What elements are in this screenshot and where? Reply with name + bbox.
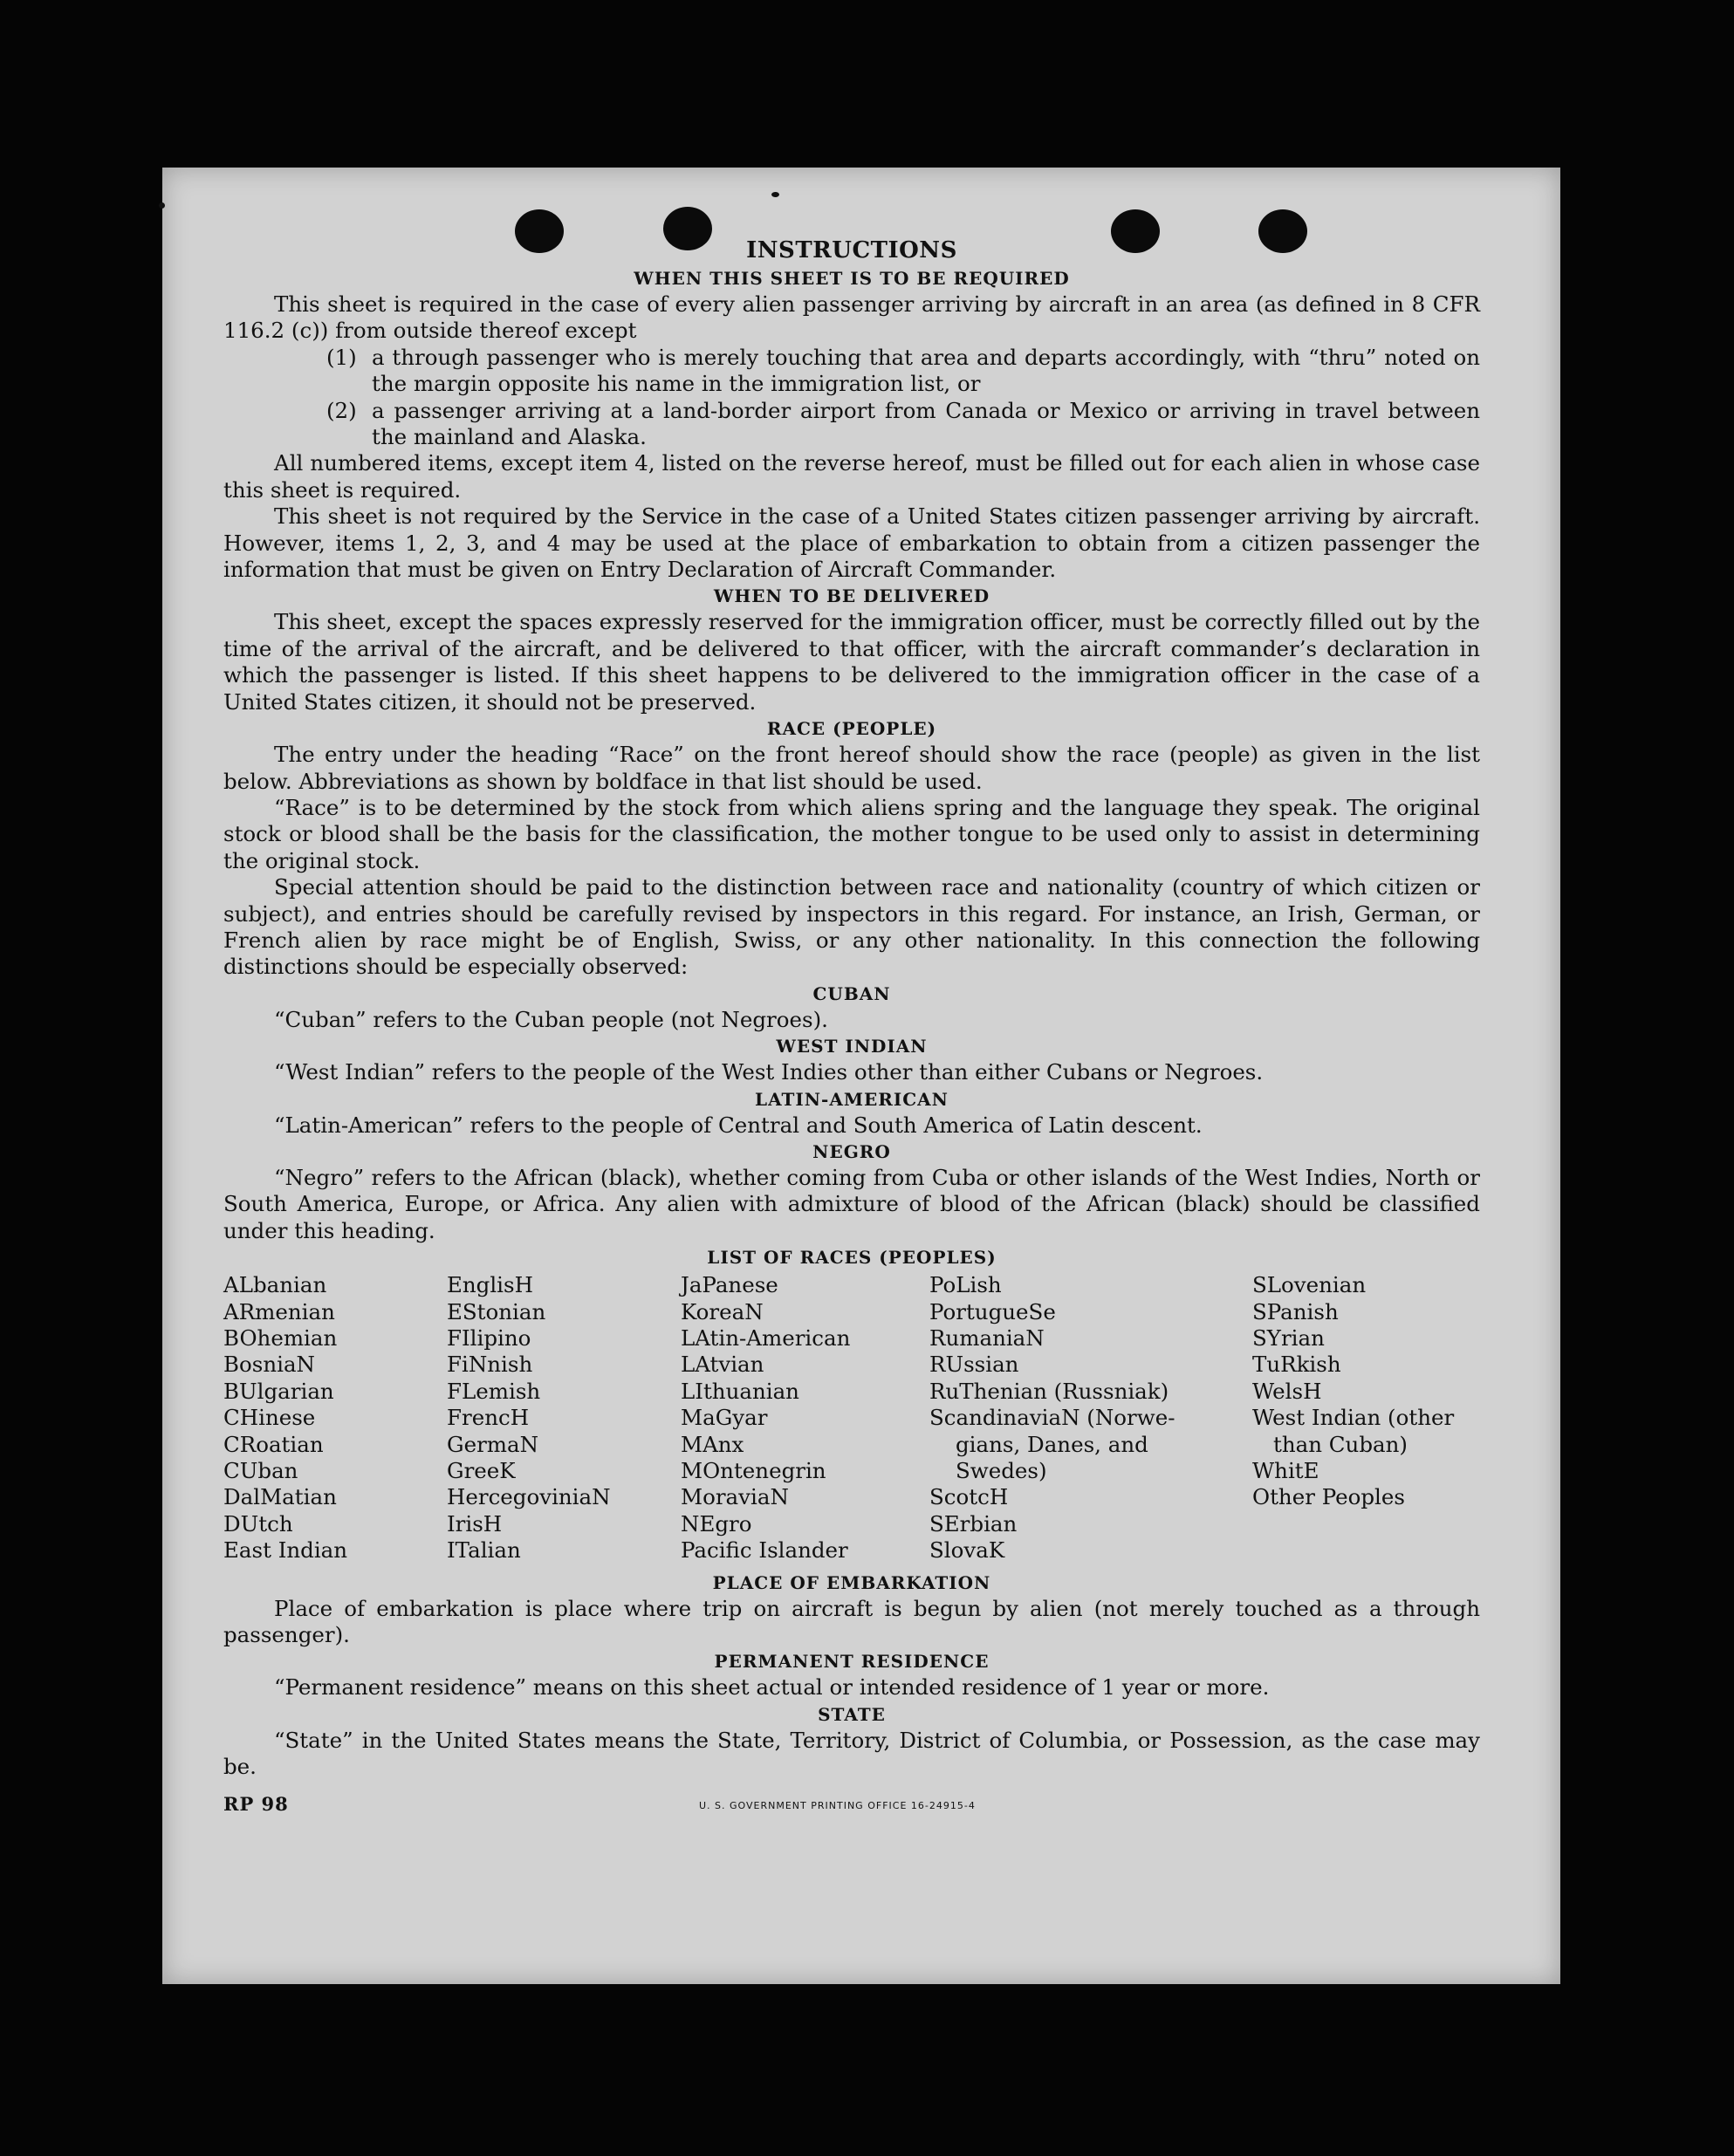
race-entry: East Indian [223,1537,348,1564]
section-heading-race: RACE (PEOPLE) [766,718,937,740]
exception-number: (2) [326,397,357,423]
paper-speck [771,192,779,197]
race-entry: Other Peoples [1252,1484,1405,1510]
race-entry: CUban [223,1458,298,1484]
form-number: RP 98 [223,1792,289,1815]
race-column [447,1272,681,1564]
race-entry: ScotcH [929,1484,1009,1510]
exception-item [326,398,1480,451]
race-entry: MAnx [681,1431,744,1457]
west-indian-text: “West Indian” refers to the people of the West Indies other than either Cubans or Negroes. [274,1059,1264,1085]
race-entry: BOhemian [223,1325,338,1351]
race-list [223,1272,1480,1564]
when-required-para3: This sheet is not required by the Service in the case of a United States citizen passenger arriving by aircraft. However, items 1, 2, 3, and 4 may be used at the place of embarkation to obtain from a citizen passenger the information that must be given on Entry Declaration of Aircraft Commander. [223,503,1480,583]
paper-speck [159,202,165,209]
race-entry: WhitE [1252,1458,1319,1484]
race-entry: ITalian [447,1537,521,1564]
negro-text: “Negro” refers to the African (black), whether coming from Cuba or other islands of the West Indies, North or South America, Europe, or Africa. Any alien with admixture of blood of the African (black) should be classified under this heading. [223,1164,1480,1243]
when-required-intro: This sheet is required in the case of every alien passenger arriving by aircraft in an area (as defined in 8 CFR 116.2 (c)) from outside thereof except [223,291,1480,344]
race-entry: PoLish [929,1272,1002,1298]
section-heading-place-of-embarkation: PLACE OF EMBARKATION [712,1571,991,1593]
race-para3: Special attention should be paid to the distinction between race and nationality (country of which citizen or subject), and entries should be carefully revised by inspectors in this regard. For instance, an Irish, German, or French alien by race might be of English, Swiss, or any other nationality. In this connection the following distinctions should be especially observed: [223,874,1480,980]
race-entry: EnglisH [447,1272,533,1298]
race-entry: CHinese [223,1405,316,1431]
race-entry: MoraviaN [681,1484,789,1510]
race-column [1252,1272,1480,1564]
cuban-text: “Cuban” refers to the Cuban people (not Negroes). [274,1006,828,1032]
race-para1: The entry under the heading “Race” on the front hereof should show the race (people) as given in the list below. Abbreviations as shown by boldface in that list should be used. [223,742,1480,794]
race-entry: GermaN [447,1431,539,1457]
race-entry: FiNnish [447,1352,533,1378]
section-heading-permanent-residence: PERMANENT RESIDENCE [714,1651,990,1673]
exception-item [326,345,1480,398]
section-heading-when-delivered: WHEN TO BE DELIVERED [713,585,990,607]
race-entry: MaGyar [681,1405,768,1431]
race-entry: SYrian [1252,1325,1325,1351]
document-body [223,236,1480,1821]
when-delivered-text: This sheet, except the spaces expressly reserved for the immigration officer, must be correctly filled out by the time of the arrival of the aircraft, and be delivered to that officer, with the aircraft commander’s declaration in which the passenger is listed. If this sheet happens to be delivered to the immigration officer in the case of a United States citizen, it should not be preserved. [223,609,1480,715]
race-entry: than Cuban) [1273,1431,1408,1457]
race-entry: FrencH [447,1405,530,1431]
document-page [162,168,1560,1984]
section-heading-negro: NEGRO [812,1140,891,1162]
section-heading-cuban: CUBAN [812,982,891,1004]
race-entry: EStonian [447,1298,546,1324]
race-entry: RumaniaN [929,1325,1045,1351]
race-entry: SPanish [1252,1298,1339,1324]
section-heading-list-of-races: LIST OF RACES (PEOPLES) [707,1247,997,1269]
race-column [929,1272,1252,1564]
race-entry: NEgro [681,1510,752,1537]
race-entry: JaPanese [681,1272,778,1298]
race-entry: BosniaN [223,1352,315,1378]
race-entry: SErbian [929,1510,1018,1537]
race-entry: RuThenian (Russniak) [929,1378,1169,1404]
race-entry: LIthuanian [681,1378,799,1404]
race-column [681,1272,929,1564]
race-entry: DUtch [223,1510,293,1537]
page-title: INSTRUCTIONS [746,237,957,264]
race-entry: Pacific Islander [681,1537,848,1564]
race-entry: gians, Danes, and [956,1431,1148,1457]
latin-american-text: “Latin-American” refers to the people of Central and South America of Latin descent. [274,1112,1203,1138]
race-entry: ScandinaviaN (Norwe- [929,1405,1175,1431]
exception-text: a passenger arriving at a land-border airport from Canada or Mexico or arriving in travel between the mainland and Alaska. [372,397,1480,450]
race-entry: FIlipino [447,1325,531,1351]
race-entry: MOntenegrin [681,1458,826,1484]
page-footer [223,1786,1480,1821]
race-entry: CRoatian [223,1431,324,1457]
race-entry: ALbanian [223,1272,327,1298]
race-entry: Swedes) [956,1458,1047,1484]
race-entry: West Indian (other [1252,1405,1455,1431]
race-entry: DalMatian [223,1484,337,1510]
race-entry: GreeK [447,1458,516,1484]
race-entry: HercegoviniaN [447,1484,611,1510]
printer-imprint: U. S. GOVERNMENT PRINTING OFFICE 16-24915-4 [699,1799,976,1811]
race-entry: LAtin-American [681,1325,851,1351]
race-entry: KoreaN [681,1298,764,1324]
permanent-residence-text: “Permanent residence” means on this sheet actual or intended residence of 1 year or more. [274,1674,1270,1701]
exception-number: (1) [326,344,357,370]
section-heading-state: STATE [818,1703,886,1725]
race-entry: WelsH [1252,1378,1322,1404]
race-entry: IrisH [447,1510,503,1537]
race-entry: BUlgarian [223,1378,334,1404]
place-of-embarkation-text: Place of embarkation is place where trip on aircraft is begun by alien (not merely touched as a through passenger). [223,1595,1480,1648]
race-entry: TuRkish [1252,1352,1341,1378]
race-entry: RUssian [929,1352,1019,1378]
when-required-para2: All numbered items, except item 4, listed on the reverse hereof, must be filled out for each alien in whose case this sheet is required. [223,450,1480,503]
state-text: “State” in the United States means the State, Territory, District of Columbia, or Possession, as the case may be. [223,1727,1480,1780]
race-para2: “Race” is to be determined by the stock from which aliens spring and the language they speak. The original stock or blood shall be the basis for the classification, the mother tongue to be used only to assist in determining the original stock. [223,794,1480,873]
race-entry: SlovaK [929,1537,1005,1564]
exception-text: a through passenger who is merely touching that area and departs accordingly, with “thru” noted on the margin opposite his name in the immigration list, or [372,344,1480,397]
race-column [223,1272,447,1564]
race-entry: PortugueSe [929,1298,1056,1324]
race-entry: FLemish [447,1378,541,1404]
race-entry: SLovenian [1252,1272,1367,1298]
section-heading-when-required: WHEN THIS SHEET IS TO BE REQUIRED [634,268,1070,289]
race-entry: ARmenian [223,1298,335,1324]
section-heading-west-indian: WEST INDIAN [776,1036,928,1057]
race-entry: LAtvian [681,1352,764,1378]
section-heading-latin-american: LATIN-AMERICAN [755,1088,949,1110]
